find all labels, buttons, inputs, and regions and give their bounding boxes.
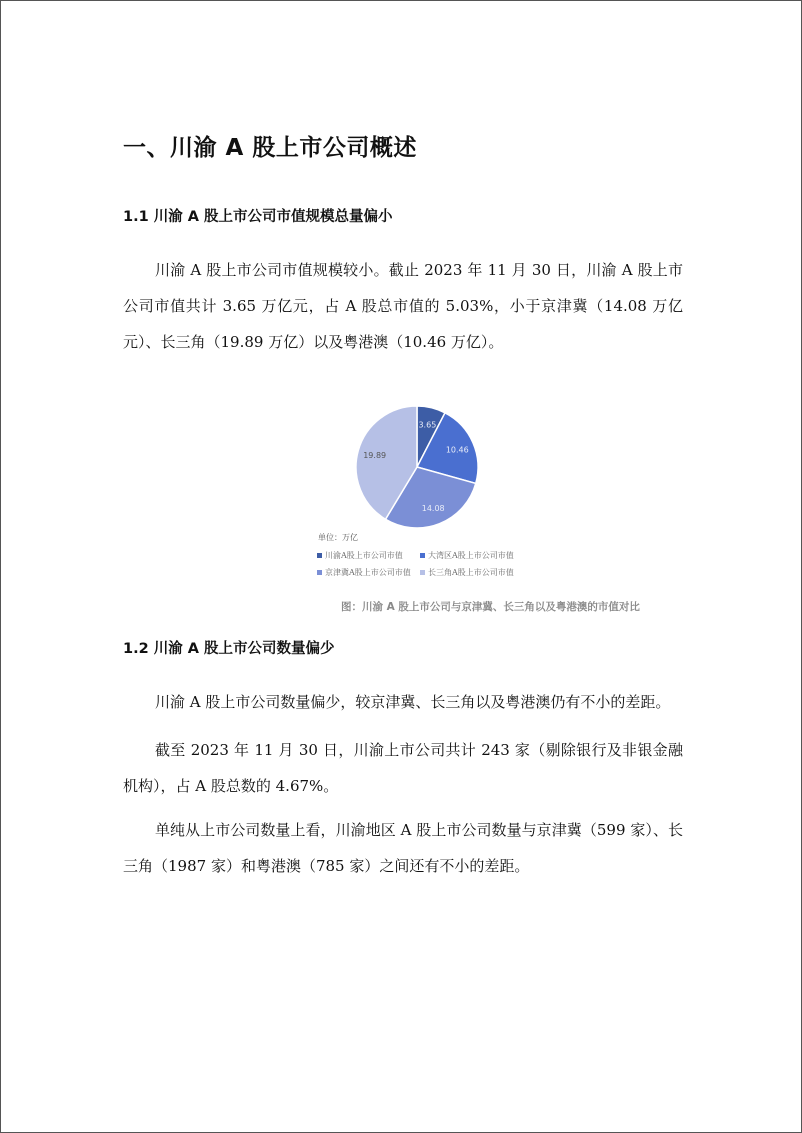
legend-item [317,550,403,561]
legend-swatch [420,553,425,558]
legend-label: 大湾区A股上市公司市值 [428,551,514,560]
legend-label: 京津冀A股上市公司市值 [325,568,411,577]
legend-label: 长三角A股上市公司市值 [428,568,514,577]
legend-swatch [317,553,322,558]
page-heading: 一、川渝 A 股上市公司概述 [123,135,417,161]
pie-chart [301,397,691,619]
paragraph: 川渝 A 股上市公司数量偏少，较京津冀、长三角以及粤港澳仍有不小的差距。 [155,693,671,711]
paragraph: 截至 2023 年 11 月 30 日，川渝上市公司共计 243 家（剔除银行及非银金融机构），占 A 股总数的 4.67%。 [123,741,683,795]
chart-unit-label: 单位：万亿 [318,533,358,542]
legend-label: 川渝A股上市公司市值 [325,551,403,560]
legend-item [420,567,514,578]
legend-swatch [420,570,425,575]
section-title: 1.1 川渝 A 股上市公司市值规模总量偏小 [123,209,393,225]
figure-caption: 图：川渝 A 股上市公司与京津冀、长三角以及粤港澳的市值对比 [341,601,640,613]
pie-data-label: 3.65 [418,420,437,430]
legend-swatch [317,570,322,575]
legend-item [317,567,411,578]
section-title: 1.2 川渝 A 股上市公司数量偏少 [123,641,335,657]
paragraph: 川渝 A 股上市公司市值规模较小。截止 2023 年 11 月 30 日，川渝 A 股上市公司市值共计 3.65 万亿元，占 A 股总市值的 5.03%，小于京津冀（14.08 万亿元）、长三角（19.89 万亿）以及粤港澳（10.46 万亿）。 [123,261,683,351]
pie-data-label: 19.89 [363,451,387,461]
legend-item [420,550,514,561]
pie-data-label: 14.08 [421,503,445,513]
paragraph: 单纯从上市公司数量上看，川渝地区 A 股上市公司数量与京津冀（599 家）、长三角（1987 家）和粤港澳（785 家）之间还有不小的差距。 [123,821,683,875]
pie-data-label: 10.46 [445,445,469,455]
pie-chart-svg [301,397,691,619]
